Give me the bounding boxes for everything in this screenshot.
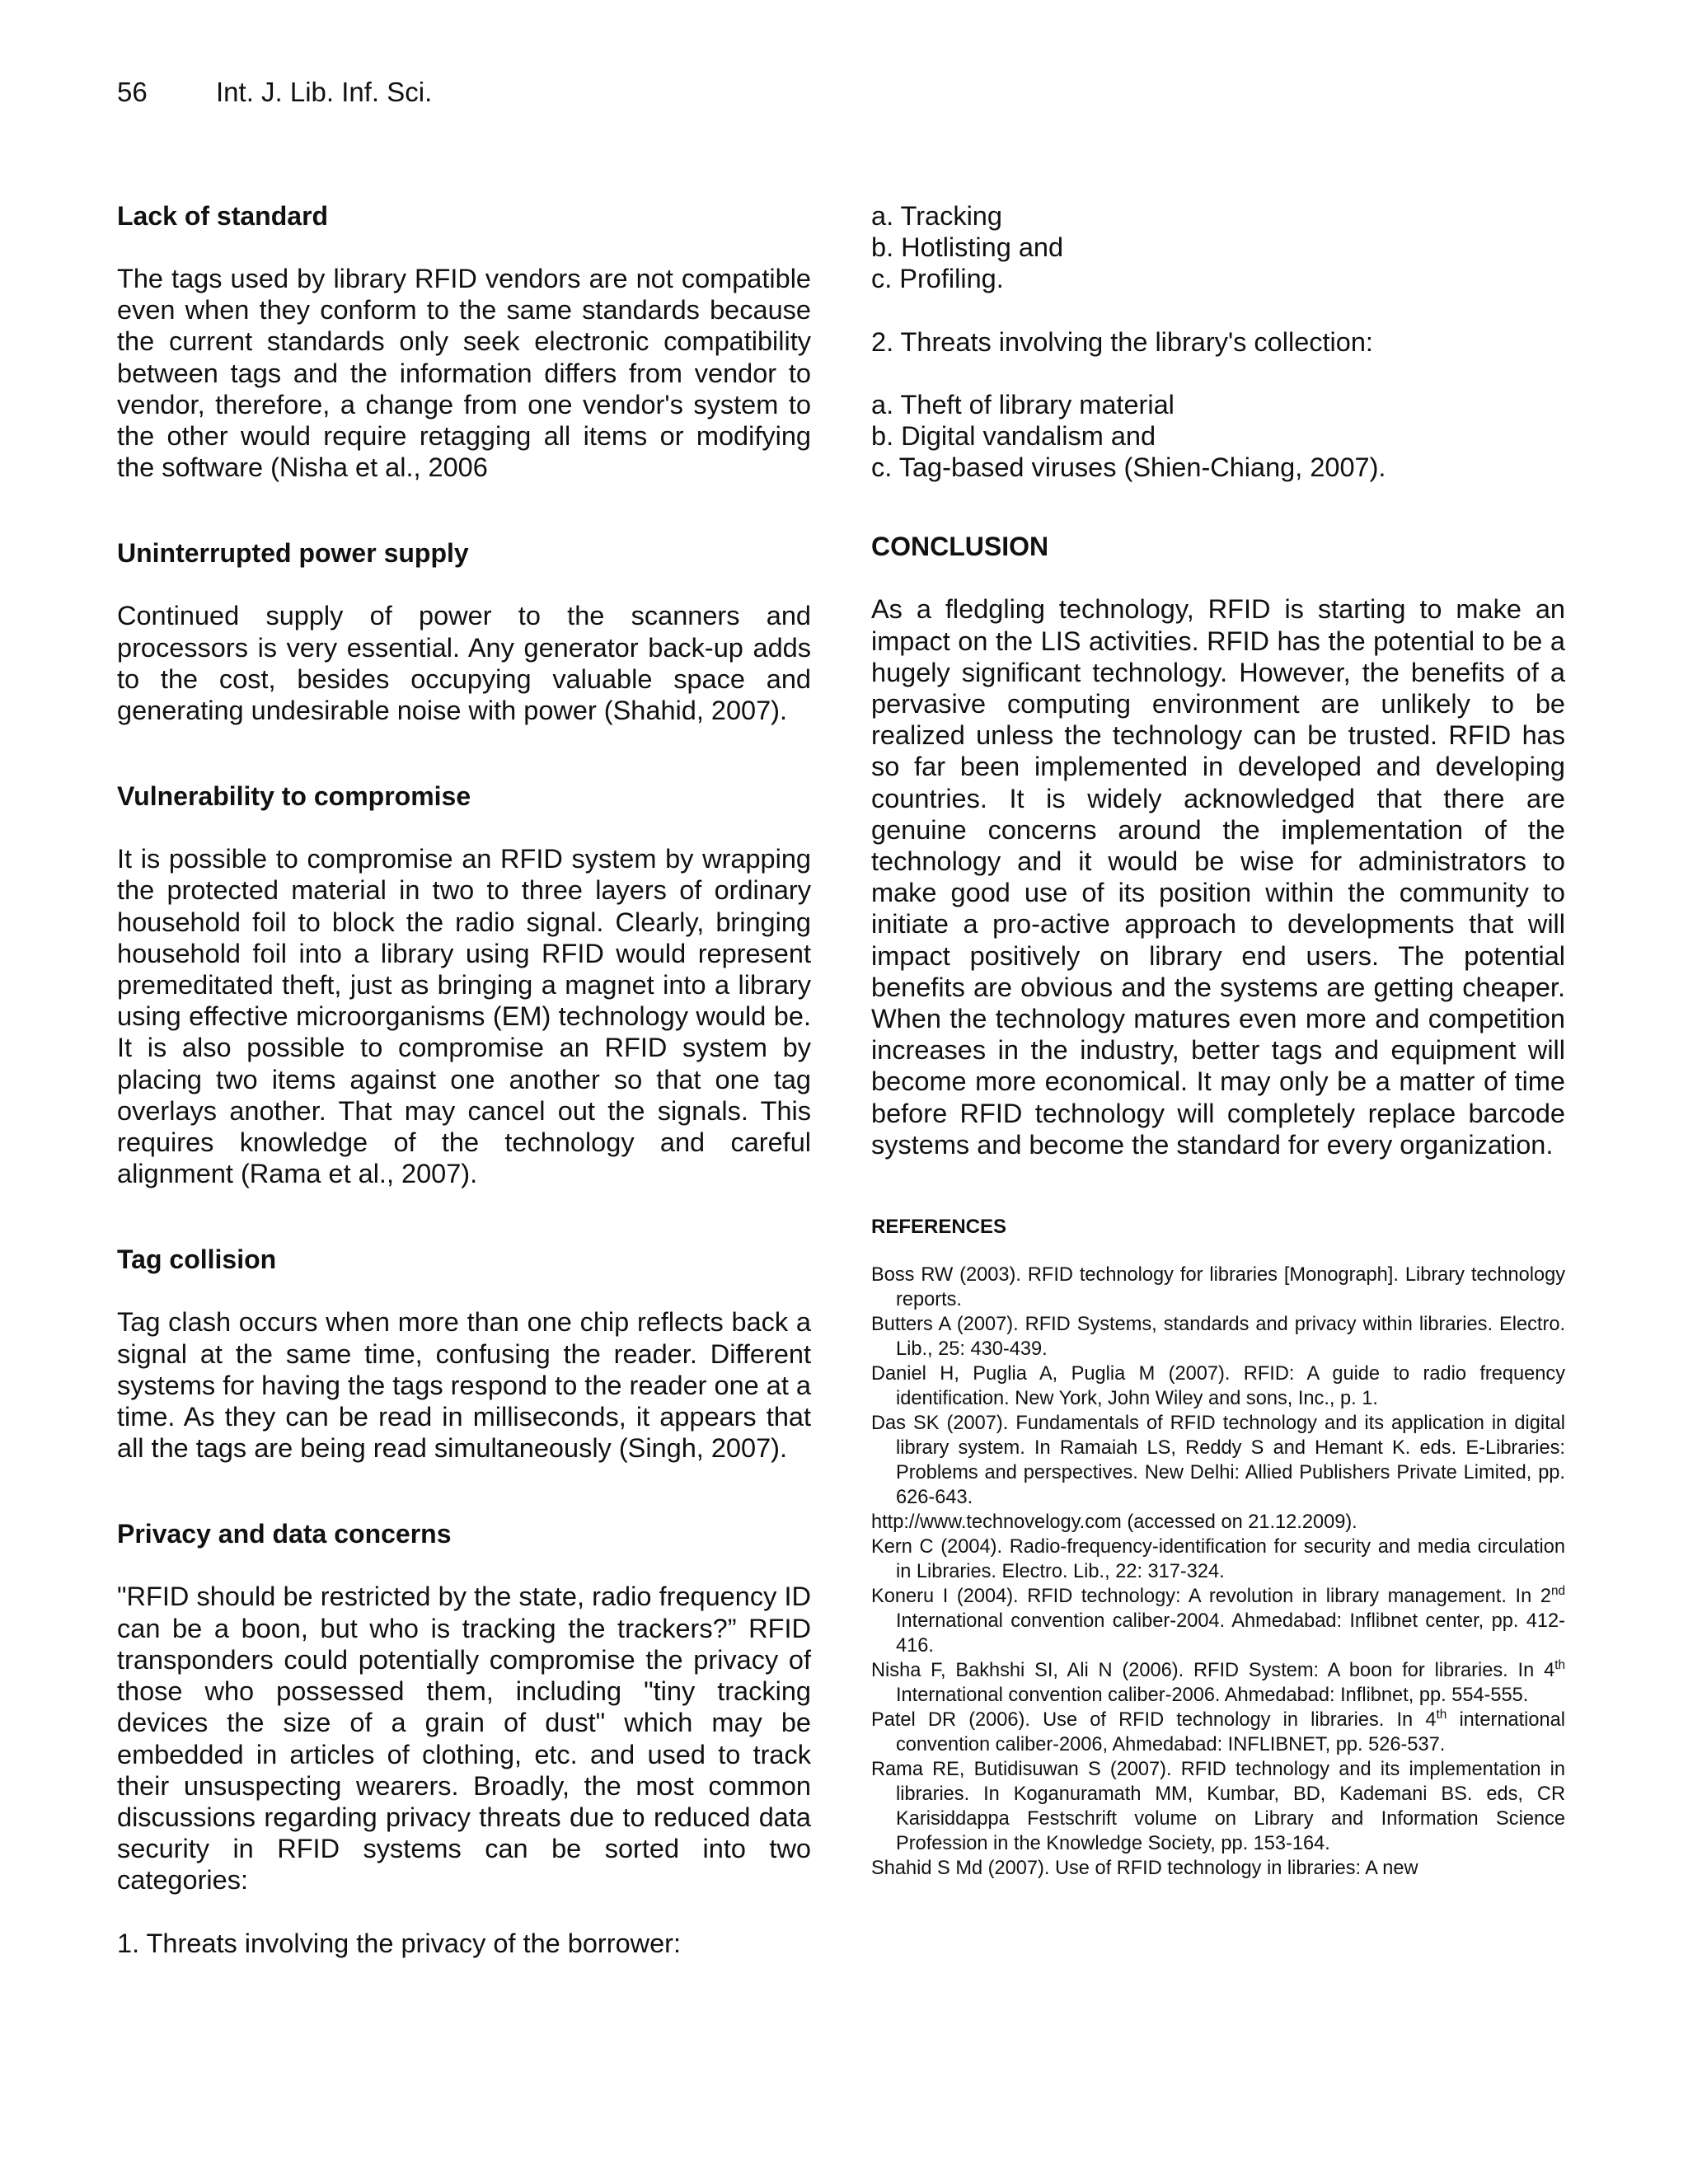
section-paragraph: Continued supply of power to the scanners and processors is very essential. Any generator back-up adds to the cost, besides occupying valuable space and generating undesirable noise with power (Shahid, 2007). xyxy=(117,601,811,726)
journal-title: Int. J. Lib. Inf. Sci. xyxy=(216,77,433,107)
list-item: a. Theft of library material xyxy=(871,389,1175,419)
section-heading: Lack of standard xyxy=(117,201,329,231)
reference-item: Daniel H, Puglia A, Puglia M (2007). RFID: A guide to radio frequency identification. New York, John Wiley and sons, Inc., p. 1. xyxy=(871,1363,1565,1410)
reference-item: Butters A (2007). RFID Systems, standards and privacy within libraries. Electro. Lib., 25: 430-439. xyxy=(871,1314,1565,1361)
references-list xyxy=(871,1263,1565,1881)
reference-item: Koneru I (2004). RFID technology: A revolution in library management. In 2nd International convention caliber-2004. Ahmedabad: Inflibnet center, pp. 412-416. xyxy=(871,1584,1565,1657)
left-column xyxy=(117,200,811,1959)
section-heading: Uninterrupted power supply xyxy=(117,538,469,569)
section-heading: Vulnerability to compromise xyxy=(117,781,471,812)
section-paragraph: It is possible to compromise an RFID system by wrapping the protected material in two to three layers of ordinary household foil to block the radio signal. Clearly, bringing household foil into a library using RFID would represent premeditated theft, just as bringing a magnet into a library using effective microorganisms (EM) technology would be. It is also possible to compromise an RFID system by placing two items against one another so that one tag overlays another. That may cancel out the signals. This requires knowledge of the technology and careful alignment (Rama et al., 2007). xyxy=(117,844,811,1189)
reference-item: Nisha F, Bakhshi SI, Ali N (2006). RFID System: A boon for libraries. In 4th International convention caliber-2006. Ahmedabad: Inflibnet, pp. 554-555. xyxy=(871,1658,1565,1707)
reference-item: Boss RW (2003). RFID technology for libraries [Monograph]. Library technology reports. xyxy=(871,1264,1565,1311)
section-heading: Privacy and data concerns xyxy=(117,1519,452,1549)
reference-item: Das SK (2007). Fundamentals of RFID technology and its application in digital library system. In Ramaiah LS, Reddy S and Hemant K. eds. E-Libraries: Problems and perspectives. New Delhi: Allied Publishers Private Limited, pp. 626-643. xyxy=(871,1413,1565,1509)
list-item: a. Tracking xyxy=(871,201,1002,231)
reference-item: Patel DR (2006). Use of RFID technology in libraries. In 4th international convention caliber-2006, Ahmedabad: INFLIBNET, pp. 526-537. xyxy=(871,1708,1565,1756)
reference-item: Shahid S Md (2007). Use of RFID technology in libraries: A new xyxy=(871,1858,1418,1880)
section-heading: Tag collision xyxy=(117,1244,277,1275)
list-item: b. Hotlisting and xyxy=(871,232,1064,263)
page-number: 56 xyxy=(117,77,148,107)
reference-item: Kern C (2004). Radio-frequency-identification for security and media circulation in Libraries. Electro. Lib., 22: 317-324. xyxy=(871,1536,1565,1583)
section-paragraph: The tags used by library RFID vendors are not compatible even when they conform to the same standards because the current standards only seek electronic compatibility between tags and the information differs from vendor to vendor, therefore, a change from one vendor's system to the other would require retagging all items or modifying the software (Nisha et al., 2006 xyxy=(117,264,811,483)
list-item: 1. Threats involving the privacy of the borrower: xyxy=(117,1928,682,1958)
list-item: c. Tag-based viruses (Shien-Chiang, 2007). xyxy=(871,452,1386,483)
list-item: b. Digital vandalism and xyxy=(871,421,1156,452)
list-heading: 2. Threats involving the library's collection: xyxy=(871,326,1373,357)
reference-item: Rama RE, Butidisuwan S (2007). RFID technology and its implementation in libraries. In Koganuramath MM, Kumbar, BD, Kademani BS. eds, CR Karisiddappa Festschrift volume on Library and Information Science Profession in the Knowledge Society, pp. 153-164. xyxy=(871,1759,1565,1855)
conclusion-heading: CONCLUSION xyxy=(871,532,1049,562)
conclusion-paragraph: As a fledgling technology, RFID is starting to make an impact on the LIS activities. RFID has the potential to be a hugely significant technology. However, the benefits of a pervasive computing environment are unlikely to be realized unless the technology can be trusted. RFID has so far been implemented in developed and developing countries. It is widely acknowledged that there are genuine concerns around the implementation of the technology and it would be wise for administrators to make good use of its position within the community to initiate a pro-active approach to developments that will impact positively on library end users. The potential benefits are obvious and the systems are getting cheaper. When the technology matures even more and competition increases in the industry, better tags and equipment will become more economical. It may only be a matter of time before RFID technology will completely replace barcode systems and become the standard for every organization. xyxy=(871,594,1565,1160)
section-paragraph: "RFID should be restricted by the state, radio frequency ID can be a boon, but who is tracking the trackers?” RFID transponders could potentially compromise the privacy of those who possessed them, including "tiny tracking devices the size of a grain of dust" which may be embedded in articles of clothing, etc. and used to track their unsuspecting wearers. Broadly, the most common discussions regarding privacy threats due to reduced data security in RFID systems can be sorted into two categories: xyxy=(117,1582,811,1896)
section-paragraph: Tag clash occurs when more than one chip reflects back a signal at the same time, confusing the reader. Different systems for having the tags respond to the reader one at a time. As they can be read in milliseconds, it appears that all the tags are being read simultaneously (Singh, 2007). xyxy=(117,1307,811,1464)
right-column xyxy=(871,200,1565,1881)
references-heading: REFERENCES xyxy=(871,1216,1007,1239)
list-item: c. Profiling. xyxy=(871,264,1004,294)
reference-item: http://www.technovelogy.com (accessed on 21.12.2009). xyxy=(871,1511,1357,1534)
running-head xyxy=(117,76,432,109)
